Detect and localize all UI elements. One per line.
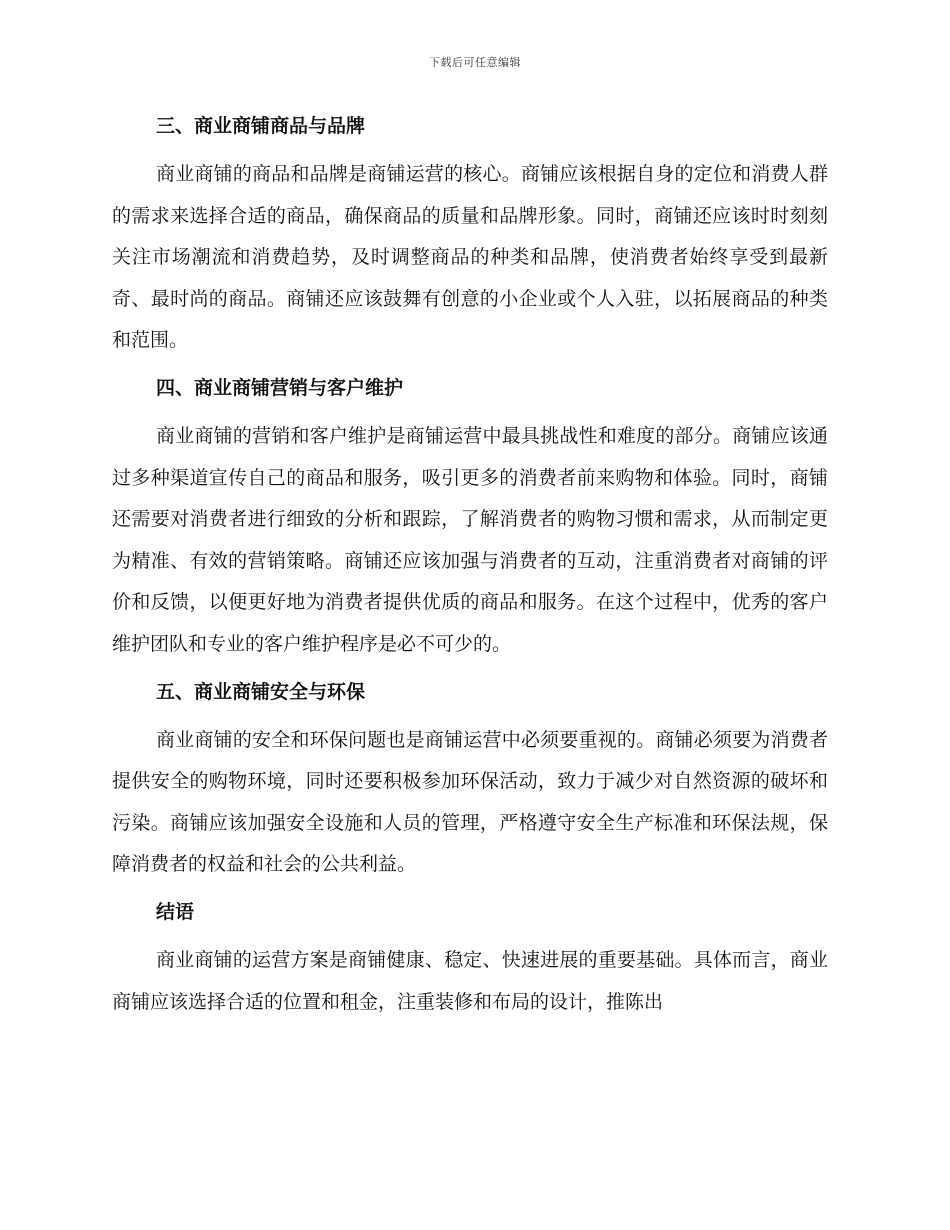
page-header: 下载后可任意编辑 — [429, 56, 521, 69]
section-heading: 四、商业商铺营销与客户维护 — [156, 376, 404, 399]
document-body — [112, 110, 828, 1033]
section-paragraph: 商业商铺的营销和客户维护是商铺运营中最具挑战性和难度的部分。商铺应该通过多种渠道宣传自己的商品和服务，吸引更多的消费者前来购物和体验。同时，商铺还需要对消费者进行细致的分析和跟踪，了解消费者的购物习惯和需求，从而制定更为精准、有效的营销策略。商铺还应该加强与消费者的互动，注重消费者对商铺的评价和反馈，以便更好地为消费者提供优质的商品和服务。在这个过程中，优秀的客户维护团队和专业的客户维护程序是必不可少的。 — [112, 424, 828, 655]
section-heading: 三、商业商铺商品与品牌 — [156, 115, 366, 137]
section-marketing-customers — [112, 372, 828, 666]
section-conclusion — [112, 896, 828, 1023]
section-heading: 五、商业商铺安全与环保 — [156, 680, 366, 703]
section-paragraph: 商业商铺的运营方案是商铺健康、稳定、快速进展的重要基础。具体而言，商业商铺应该选择合适的位置和租金，注重装修和布局的设计，推陈出 — [112, 948, 828, 1013]
section-paragraph: 商业商铺的安全和环保问题也是商铺运营中必须要重视的。商铺必须要为消费者提供安全的购物环境，同时还要积极参加环保活动，致力于减少对自然资源的破坏和污染。商铺应该加强安全设施和人员的管理，严格遵守安全生产标准和环保法规，保障消费者的权益和社会的公共利益。 — [112, 728, 828, 876]
section-heading: 结语 — [156, 900, 195, 923]
section-products-brands — [112, 110, 828, 362]
section-paragraph: 商业商铺的商品和品牌是商铺运营的核心。商铺应该根据自身的定位和消费人群的需求来选择合适的商品，确保商品的质量和品牌形象。同时，商铺还应该时时刻刻关注市场潮流和消费趋势，及时调整商品的种类和品牌，使消费者始终享受到最新奇、最时尚的商品。商铺还应该鼓舞有创意的小企业或个人入驻，以拓展商品的种类和范围。 — [112, 163, 828, 352]
section-safety-environment — [112, 676, 828, 886]
